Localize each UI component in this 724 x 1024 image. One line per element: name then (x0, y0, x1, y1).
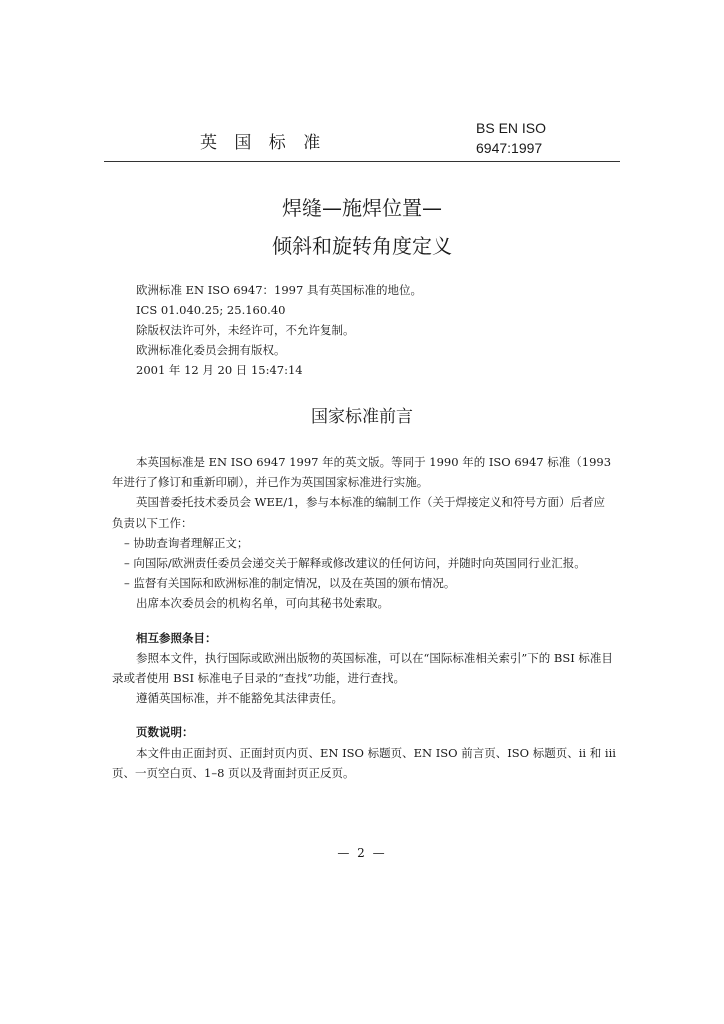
status-line: 欧洲标准 EN ISO 6947：1997 具有英国标准的地位。 (136, 283, 422, 297)
standard-code-line2: 6947:1997 (476, 140, 543, 156)
foreword-paragraph-2: 英国普委托技术委员会 WEE/1，参与本标准的编制工作（关于焊接定义和符号方面）后者应负责以下工作： (112, 495, 605, 530)
date-line: 2001 年 12 月 20 日 15:47:14 (136, 363, 303, 377)
cross-reference-paragraph-1: 参照本文件，执行国际或欧洲出版物的英国标准，可以在“国际标准相关索引”下的 BSI 标准目录或者使用 BSI 标准电子目录的“查找”功能，进行查找。 (112, 650, 613, 686)
foreword-paragraph-3: 出席本次委员会的机构名单，可向其秘书处索取。 (136, 596, 389, 611)
duty-item-3: – 监督有关国际和欧洲标准的制定情况，以及在英国的颁布情况。 (124, 576, 456, 591)
page-count-heading: 页数说明： (136, 725, 194, 740)
page-number: — 2 — (337, 846, 387, 860)
cross-reference-heading: 相互参照条目： (136, 630, 217, 645)
duty-item-2: – 向国际/欧洲责任委员会递交关于解释或修改建议的任何访问，并随时向英国同行业汇报。 (124, 556, 586, 571)
copyright-line: 除版权法许可外，未经许可，不允许复制。 (136, 323, 355, 337)
document-title-line2: 倾斜和旋转角度定义 (272, 234, 452, 258)
metadata-block (136, 280, 422, 380)
cross-reference-paragraph-2: 遵循英国标准，并不能豁免其法律责任。 (136, 691, 343, 706)
standard-type-heading: 英 国 标 准 (200, 133, 327, 153)
ics-line: ICS 01.040.25; 25.160.40 (136, 303, 286, 317)
foreword-heading: 国家标准前言 (311, 407, 413, 427)
owner-line: 欧洲标准化委员会拥有版权。 (136, 343, 286, 357)
duty-item-1: – 协助查询者理解正文； (124, 535, 249, 550)
document-title-line1: 焊缝—施焊位置— (282, 196, 442, 220)
standard-code (476, 118, 546, 158)
header-divider (104, 161, 620, 162)
standard-code-line1: BS EN ISO (476, 120, 547, 136)
foreword-paragraph-1: 本英国标准是 EN ISO 6947 1997 年的英文版。等同于 1990 年的 ISO 6947 标准（1993 年进行了修订和重新印刷），并已作为英国国家标准进行实施。 (112, 455, 612, 490)
page-count-paragraph: 本文件由正面封页、正面封页内页、EN ISO 标题页、EN ISO 前言页、ISO 标题页、ii 和 iii 页、一页空白页、1–8 页以及背面封页正反页。 (112, 745, 616, 780)
foreword-body (112, 452, 616, 783)
